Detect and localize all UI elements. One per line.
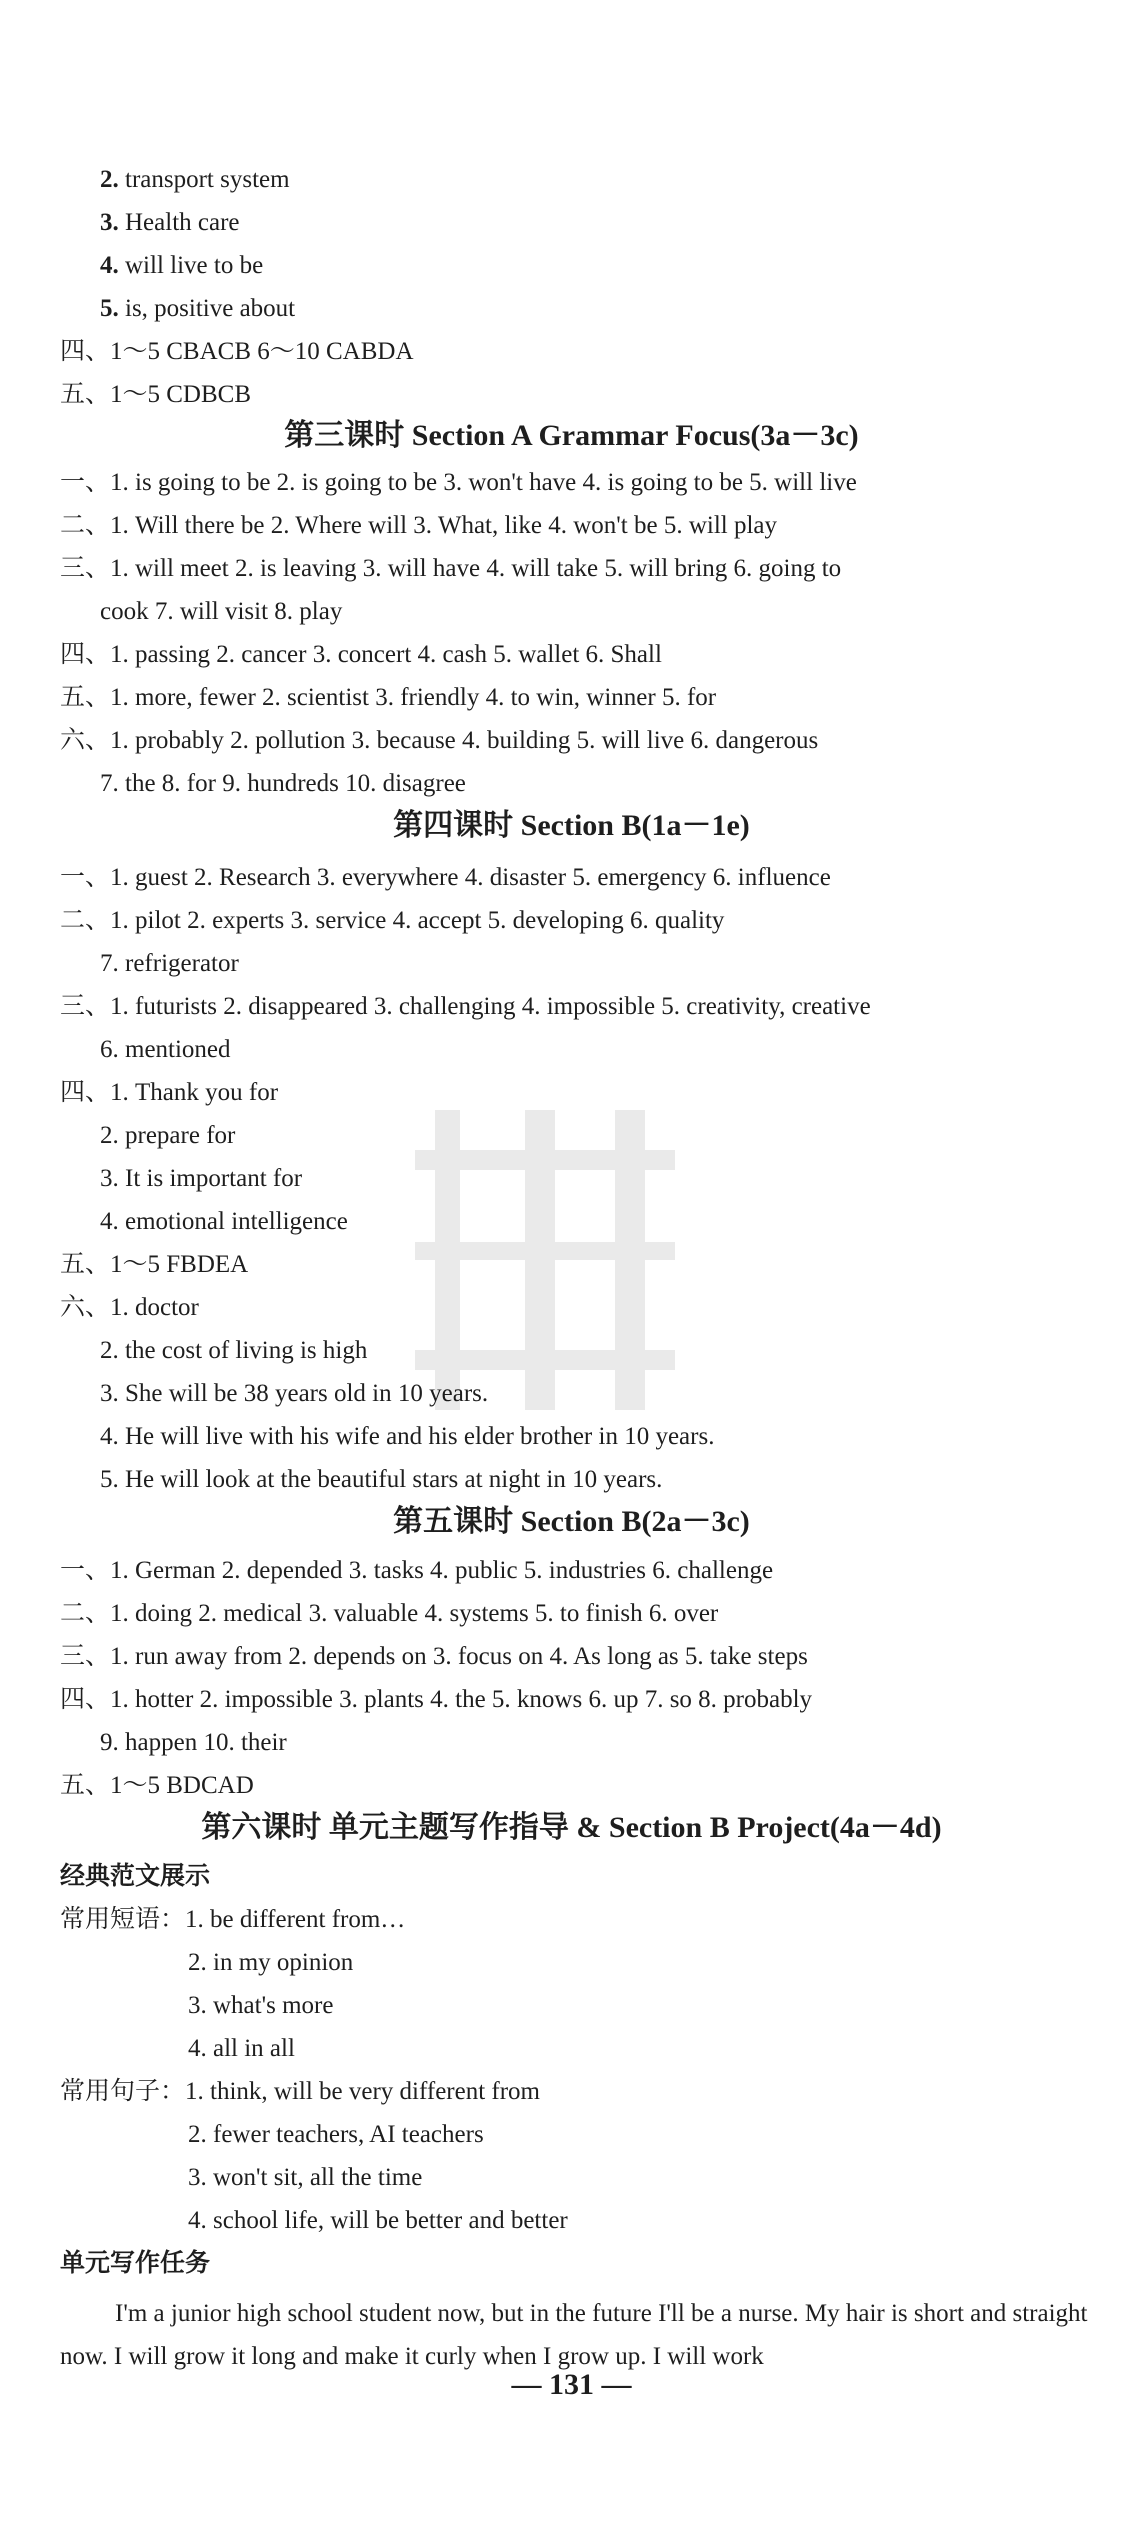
answer-line: 五、1～5 BDCAD: [60, 1772, 254, 1799]
answer-line: 2. the cost of living is high: [100, 1337, 368, 1364]
section-heading: 第四课时 Section B(1a－1e): [393, 809, 750, 842]
answer-line: 2. in my opinion: [188, 1949, 354, 1976]
answer-line: 4. He will live with his wife and his elder brother in 10 years.: [100, 1423, 715, 1450]
answer-line: 一、1. German 2. depended 3. tasks 4. public 5. industries 6. challenge: [60, 1557, 774, 1584]
answer-line: 4. school life, will be better and better: [188, 2207, 568, 2234]
section-heading: 第六课时 单元主题写作指导 & Section B Project(4a－4d): [201, 1811, 942, 1844]
answer-line: 一、1. guest 2. Research 3. everywhere 4. disaster 5. emergency 6. influence: [60, 864, 831, 891]
answer-line: 二、1. Will there be 2. Where will 3. What, like 4. won't be 5. will play: [60, 512, 778, 539]
answer-line: 7. the 8. for 9. hundreds 10. disagree: [100, 770, 466, 797]
answer-line: 六、1. probably 2. pollution 3. because 4. building 5. will live 6. dangerous: [60, 727, 819, 754]
answer-line: 4. will live to be: [100, 252, 264, 279]
answer-line: 5. He will look at the beautiful stars at night in 10 years.: [100, 1466, 663, 1493]
answer-line: 4. emotional intelligence: [100, 1208, 348, 1235]
answer-line: 五、1. more, fewer 2. scientist 3. friendly 4. to win, winner 5. for: [60, 684, 717, 711]
answer-line: 2. fewer teachers, AI teachers: [188, 2121, 484, 2148]
answer-line: 6. mentioned: [100, 1036, 231, 1063]
answer-line: 9. happen 10. their: [100, 1729, 287, 1756]
answer-line: 常用句子：1. think, will be very different from: [60, 2078, 541, 2105]
answer-line: 4. all in all: [188, 2035, 295, 2062]
answer-line: 3. She will be 38 years old in 10 years.: [100, 1380, 489, 1407]
section-heading: 第五课时 Section B(2a－3c): [393, 1505, 750, 1538]
answer-line: 2. transport system: [100, 166, 290, 193]
answer-line: 3. Health care: [100, 209, 240, 236]
subsection-heading: 经典范文展示: [60, 1863, 211, 1890]
answer-line: 四、1. passing 2. cancer 3. concert 4. cash 5. wallet 6. Shall: [60, 641, 662, 668]
answer-line: 7. refrigerator: [100, 950, 239, 977]
answer-line: 五、1～5 FBDEA: [60, 1251, 249, 1278]
answer-line: 五、1～5 CDBCB: [60, 381, 252, 408]
answer-line: 三、1. will meet 2. is leaving 3. will have 4. will take 5. will bring 6. going to: [60, 555, 842, 582]
answer-line: 二、1. pilot 2. experts 3. service 4. accept 5. developing 6. quality: [60, 907, 725, 934]
answer-line: 常用短语：1. be different from…: [60, 1906, 406, 1933]
answer-line: 5. is, positive about: [100, 295, 296, 322]
answer-line: 四、1. Thank you for: [60, 1079, 279, 1106]
answer-line: 3. It is important for: [100, 1165, 303, 1192]
section-heading: 第三课时 Section A Grammar Focus(3a－3c): [284, 419, 859, 452]
answer-line: 3. what's more: [188, 1992, 334, 2019]
answer-line: 六、1. doctor: [60, 1294, 199, 1321]
answer-line: 四、1～5 CBACB 6～10 CABDA: [60, 338, 414, 365]
answer-line: 2. prepare for: [100, 1122, 236, 1149]
answer-line: cook 7. will visit 8. play: [100, 598, 343, 625]
writing-paragraph: I'm a junior high school student now, but in the future I'll be a nurse. My hair is short and straight now. I will grow it long and make it curly when I grow up. I will work: [60, 2300, 1088, 2370]
answer-line: 三、1. futurists 2. disappeared 3. challenging 4. impossible 5. creativity, creative: [60, 993, 871, 1020]
answer-line: 三、1. run away from 2. depends on 3. focus on 4. As long as 5. take steps: [60, 1643, 808, 1670]
answer-line: 四、1. hotter 2. impossible 3. plants 4. the 5. knows 6. up 7. so 8. probably: [60, 1686, 813, 1713]
answer-line: 一、1. is going to be 2. is going to be 3. won't have 4. is going to be 5. will live: [60, 469, 857, 496]
watermark-logo: [415, 1110, 675, 1410]
page-number: — 131 —: [511, 2368, 632, 2401]
subsection-heading: 单元写作任务: [60, 2250, 211, 2277]
answer-line: 二、1. doing 2. medical 3. valuable 4. systems 5. to finish 6. over: [60, 1600, 719, 1627]
answer-line: 3. won't sit, all the time: [188, 2164, 423, 2191]
